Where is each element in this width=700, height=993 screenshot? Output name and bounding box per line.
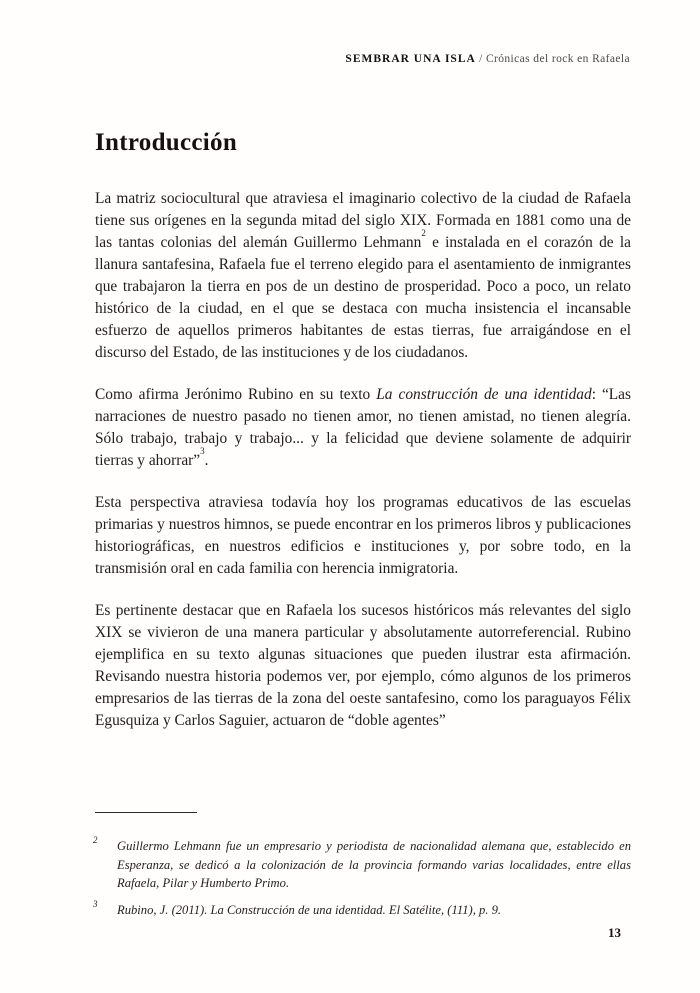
body-text xyxy=(95,188,631,752)
running-header xyxy=(345,53,630,65)
footnote-text: Guillermo Lehmann fue un empresario y periodista de nacionalidad alemana que, establecido en Esperanza, se dedicó a la colonización de la provincia formando varias localidades, entre ellas Rafaela, Pilar y Humberto Primo. xyxy=(117,839,631,890)
footnote: 3 Rubino, J. (2011). La Construcción de una identidad. El Satélite, (111), p. 9. xyxy=(93,898,502,917)
section-title: Introducción xyxy=(95,128,238,156)
paragraph-2: Como afirma Jerónimo Rubino en su texto La construcción de una identidad: “Las narraciones de nuestro pasado no tienen amor, no tienen amistad, no tienen alegría. Sólo trabajo, trabajo y trabajo... y la felicidad que deviene solamente de adquirir tierras y ahorrar”$^3$. xyxy=(95,386,631,469)
book-title: SEMBRAR UNA ISLA xyxy=(345,53,476,65)
footnote-rule xyxy=(95,812,197,813)
footnote: 2 Guillermo Lehmann fue un empresario y periodista de nacionalidad alemana que, establecido en Esperanza, se dedicó a la colonización de la provincia formando varias localidades, entre ellas Rafaela, Pilar y Humberto Primo. xyxy=(93,835,631,890)
running-header-subtitle: / Crónicas del rock en Rafaela xyxy=(475,53,630,65)
paragraph-4: Es pertinente destacar que en Rafaela los sucesos históricos más relevantes del siglo XIX se vivieron de una manera particular y absolutamente autorreferencial. Rubino ejemplifica en su texto algunas situaciones que pueden ilustrar esta afirmación. Revisando nuestra historia podemos ver, por ejemplo, cómo algunos de los primeros empresarios de las tierras de la zona del oeste santafesino, como los paraguayos Félix Egusquiza y Carlos Saguier, actuaron de “doble agentes” xyxy=(95,602,631,729)
footnote-text: Rubino, J. (2011). La Construcción de una identidad. El Satélite, (111), p. 9. xyxy=(117,902,502,917)
footnote-area xyxy=(95,812,631,927)
paragraph-3: Esta perspectiva atraviesa todavía hoy los programas educativos de las escuelas primarias y nuestros himnos, se puede encontrar en los primeros libros y publicaciones historiográficas, en nuestros edificios e instituciones y, por sobre todo, en la transmisión oral en cada familia con herencia inmigratoria. xyxy=(95,494,631,577)
page-number: 13 xyxy=(608,925,621,940)
paragraph-1: La matriz sociocultural que atraviesa el imaginario colectivo de la ciudad de Rafaela tiene sus orígenes en la segunda mitad del siglo XIX. Formada en 1881 como una de las tantas colonias del alemán Guillermo Lehmann$^2$ e instalada en el corazón de la llanura santafesina, Rafaela fue el terreno elegido para el asentamiento de inmigrantes que trabajaron la tierra en pos de un destino de prosperidad. Poco a poco, un relato histórico de la ciudad, en el que se destaca con mucha insistencia el incansable esfuerzo de aquellos primeros habitantes de estas tierras, fue arraigándose en el discurso del Estado, de las instituciones y de los ciudadanos. xyxy=(95,190,631,361)
